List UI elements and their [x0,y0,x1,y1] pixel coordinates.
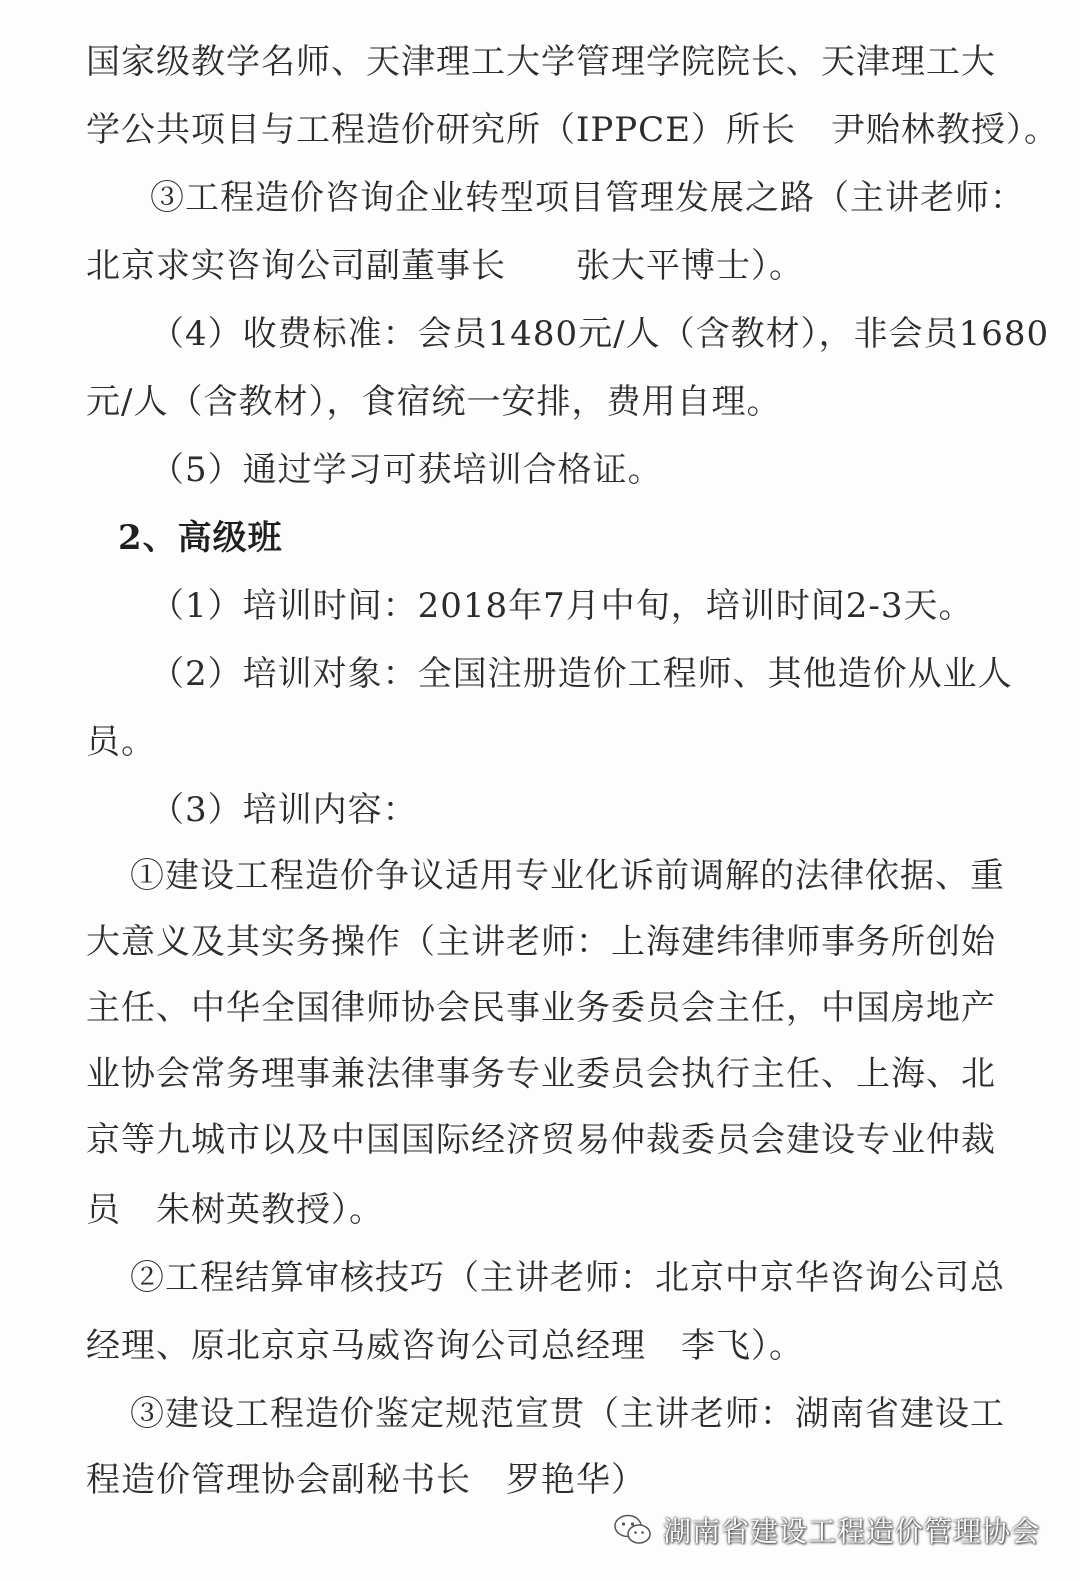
text-line: （1）培训时间：2018年7月中旬，培训时间2-3天。 [150,586,974,626]
text-line: ③工程造价咨询企业转型项目管理发展之路（主讲老师： [150,178,1025,218]
text-line: 员 朱树英教授）。 [86,1190,384,1230]
text-line: ②工程结算审核技巧（主讲老师：北京中京华咨询公司总 [130,1258,1005,1298]
text-line: （2）培训对象：全国注册造价工程师、其他造价从业人 [150,654,1013,694]
text-line: 程造价管理协会副秘书长 罗艳华） [86,1460,646,1500]
wechat-icon [613,1513,653,1547]
text-line: 学公共项目与工程造价研究所（IPPCE）所长 尹贻林教授）。 [86,110,1060,150]
text-line: （4）收费标准：会员1480元/人（含教材），非会员1680 [150,314,1050,354]
watermark [613,1508,1040,1552]
text-line: （3）培训内容： [150,790,418,830]
section-heading: 2、高级班 [118,518,283,558]
text-line: （5）通过学习可获培训合格证。 [150,450,663,490]
text-line: 元/人（含教材），食宿统一安排，费用自理。 [86,382,782,422]
watermark-text: 湖南省建设工程造价管理协会 [662,1515,1040,1548]
text-line: ③建设工程造价鉴定规范宣贯（主讲老师：湖南省建设工 [130,1394,1005,1434]
text-line: ①建设工程造价争议适用专业化诉前调解的法律依据、重 [130,856,1005,896]
text-line: 国家级教学名师、天津理工大学管理学院院长、天津理工大 [86,42,996,82]
text-line: 北京求实咨询公司副董事长 张大平博士）。 [86,246,804,286]
text-line: 京等九城市以及中国国际经济贸易仲裁委员会建设专业仲裁 [86,1120,996,1160]
text-line: 业协会常务理事兼法律事务专业委员会执行主任、上海、北 [86,1054,996,1094]
text-line: 员。 [86,722,156,762]
text-line: 经理、原北京京马威咨询公司总经理 李飞）。 [86,1326,804,1366]
text-line: 主任、中华全国律师协会民事业务委员会主任，中国房地产 [86,988,996,1028]
text-line: 大意义及其实务操作（主讲老师：上海建纬律师事务所创始 [86,922,996,962]
